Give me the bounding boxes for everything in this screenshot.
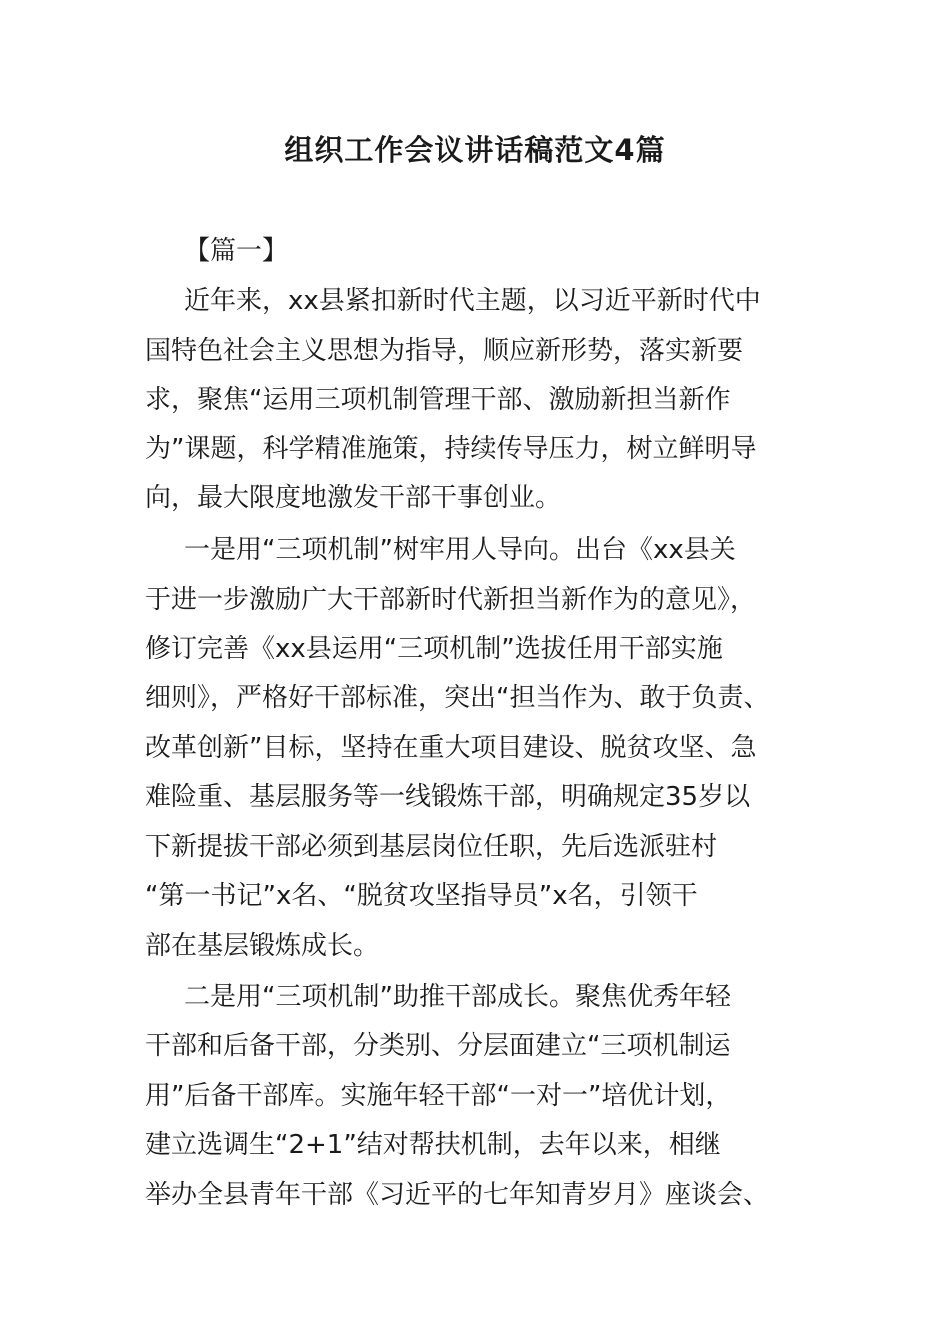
paragraph-line: 干部和后备干部，分类别、分层面建立“三项机制运	[145, 1031, 731, 1061]
paragraph-line: 修订完善《xx县运用“三项机制”选拔任用干部实施	[145, 634, 723, 664]
paragraph-line: 细则》，严格好干部标准，突出“担当作为、敢于负责、	[145, 683, 770, 713]
paragraph-line: 改革创新”目标，坚持在重大项目建设、脱贫攻坚、急	[145, 733, 757, 763]
paragraph-line: 部在基层锻炼成长。	[145, 931, 380, 961]
paragraph-line: 举办全县青年干部《习近平的七年知青岁月》座谈会、	[145, 1180, 770, 1210]
paragraph-line: 二是用“三项机制”助推干部成长。聚焦优秀年轻	[184, 982, 731, 1012]
paragraph-line: 难险重、基层服务等一线锻炼干部，明确规定35岁以	[145, 782, 751, 812]
paragraph-line: 求，聚焦“运用三项机制管理干部、激励新担当新作	[145, 385, 731, 415]
paragraph-line: 下新提拔干部必须到基层岗位任职，先后选派驻村	[145, 832, 718, 862]
paragraph-line: 国特色社会主义思想为指导，顺应新形势，落实新要	[145, 336, 744, 366]
paragraph-line: “第一书记”x名、“脱贫攻坚指导员”x名，引领干	[145, 881, 698, 911]
section-heading: 【篇一】	[184, 236, 289, 266]
paragraph-line: 一是用“三项机制”树牢用人导向。出台《xx县关	[184, 535, 736, 565]
paragraph-line: 建立选调生“2+1”结对帮扶机制，去年以来，相继	[145, 1130, 721, 1160]
paragraph-line: 用”后备干部库。实施年轻干部“一对一”培优计划，	[145, 1081, 732, 1111]
paragraph-line: 近年来，xx县紧扣新时代主题，以习近平新时代中	[184, 286, 761, 316]
paragraph-line: 为”课题，科学精准施策，持续传导压力，树立鲜明导	[145, 434, 757, 464]
document-title: 组织工作会议讲话稿范文4篇	[284, 133, 666, 167]
paragraph-line: 于进一步激励广大干部新时代新担当新作为的意见》，	[145, 585, 757, 615]
paragraph-line: 向，最大限度地激发干部干事创业。	[145, 483, 562, 513]
